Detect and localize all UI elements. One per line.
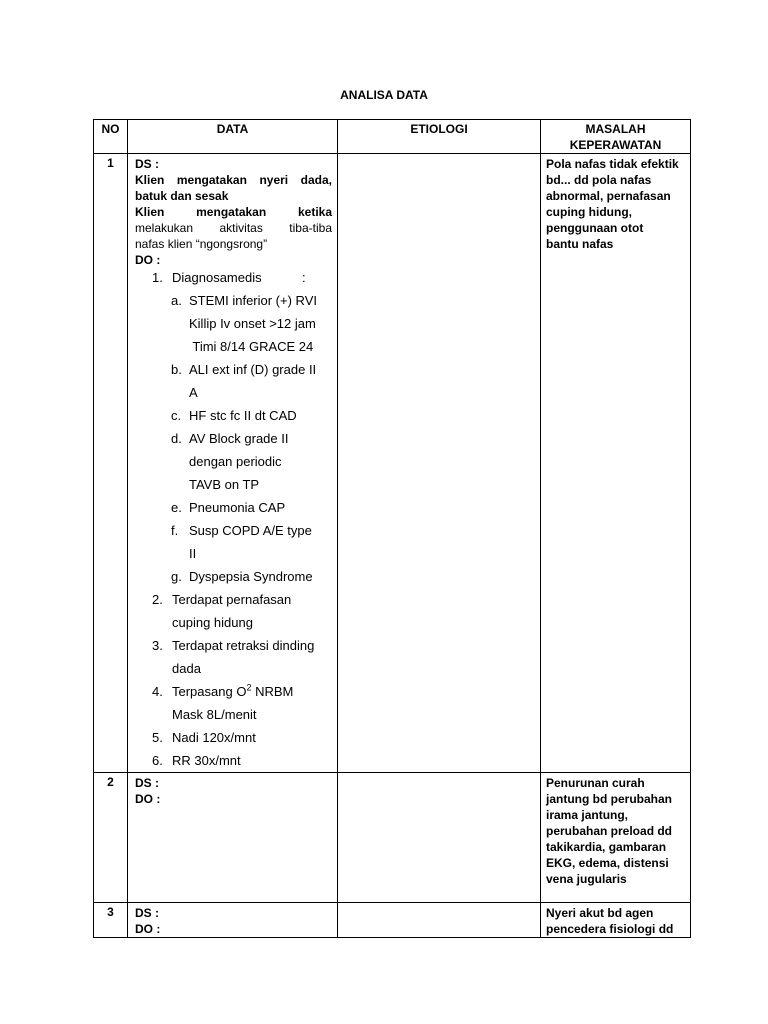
do-label: DO :	[135, 922, 161, 936]
analysis-table	[93, 119, 691, 938]
list-text: Killip Iv onset >12 jam	[189, 316, 316, 331]
masalah-cell	[541, 154, 691, 773]
list-item	[135, 496, 332, 519]
list-item	[135, 749, 332, 772]
list-text: Timi 8/14 GRACE 24	[189, 339, 314, 354]
masalah-text: Pola nafas tidak efektik	[546, 157, 679, 171]
ds-text: nafas klien “ngongsrong”	[135, 237, 268, 251]
list-item	[135, 404, 332, 427]
masalah-text: vena jugularis	[546, 872, 627, 886]
list-text: cuping hidung	[172, 615, 253, 630]
list-text: NRBM	[251, 684, 294, 699]
etiologi-cell	[338, 773, 541, 903]
list-text: 2	[246, 682, 252, 693]
list-letter: g.	[171, 569, 182, 584]
list-letter: d.	[171, 431, 182, 446]
list-item	[135, 680, 332, 703]
ds-text: Klien mengatakan ketika	[135, 205, 332, 219]
header-masalah-line1: MASALAH	[585, 122, 646, 136]
list-item	[135, 565, 332, 588]
header-masalah-line2: KEPERAWATAN	[569, 138, 662, 152]
list-letter: e.	[171, 500, 182, 515]
list-number: 4.	[152, 684, 163, 699]
row-number: 1	[94, 154, 128, 773]
list-text: Mask 8L/menit	[172, 707, 257, 722]
table-row	[94, 773, 691, 903]
table-header-row	[94, 120, 691, 154]
ds-text: melakukan aktivitas tiba-tiba	[135, 221, 332, 235]
list-item	[135, 358, 332, 381]
list-number: 5.	[152, 730, 163, 745]
masalah-text: pencedera fisiologi dd	[546, 922, 674, 936]
list-letter: c.	[171, 408, 182, 423]
ds-label: DS :	[135, 906, 159, 920]
do-label: DO :	[135, 253, 161, 267]
list-text: Terdapat retraksi dinding	[172, 638, 315, 653]
etiologi-cell	[338, 903, 541, 938]
list-text: dengan periodic	[189, 454, 282, 469]
list-text: ALI ext inf (D) grade II	[189, 362, 317, 377]
masalah-text: EKG, edema, distensi	[546, 856, 669, 870]
list-text: Pneumonia CAP	[189, 500, 286, 515]
header-masalah	[541, 120, 691, 154]
list-text: STEMI inferior (+) RVI	[189, 293, 317, 308]
list-text: II	[189, 546, 197, 561]
masalah-text: penggunaan otot	[546, 221, 644, 235]
list-item	[135, 427, 332, 450]
list-number: 2.	[152, 592, 163, 607]
masalah-text: abnormal, pernafasan	[546, 189, 671, 203]
ds-text: batuk dan sesak	[135, 189, 229, 203]
ds-label: DS :	[135, 157, 159, 171]
header-no: NO	[94, 120, 128, 154]
list-item	[135, 726, 332, 749]
data-cell	[128, 154, 338, 773]
masalah-text: bantu nafas	[546, 237, 614, 251]
list-text: Terpasang O	[172, 684, 247, 699]
list-letter: b.	[171, 362, 182, 377]
header-etiologi: ETIOLOGI	[338, 120, 541, 154]
do-label: DO :	[135, 792, 161, 806]
ds-text: Klien mengatakan nyeri dada,	[135, 173, 332, 187]
data-cell	[128, 773, 338, 903]
list-number: 1.	[152, 270, 163, 285]
header-data: DATA	[128, 120, 338, 154]
masalah-cell	[541, 903, 691, 938]
list-item	[135, 634, 332, 657]
page-title: ANALISA DATA	[340, 88, 428, 102]
masalah-cell	[541, 773, 691, 903]
list-text: Dyspepsia Syndrome	[189, 569, 313, 584]
ds-label: DS :	[135, 776, 159, 790]
data-cell	[128, 903, 338, 938]
masalah-text: bd... dd pola nafas	[546, 173, 652, 187]
list-item	[135, 519, 332, 542]
row-number: 2	[94, 773, 128, 903]
list-item	[135, 289, 332, 312]
masalah-text: jantung bd perubahan	[546, 792, 672, 806]
list-item	[135, 266, 332, 289]
table-row	[94, 154, 691, 773]
list-text: TAVB on TP	[189, 477, 260, 492]
list-letter: f.	[171, 523, 179, 538]
list-text: Diagnosamedis	[172, 270, 262, 285]
list-text: AV Block grade II	[189, 431, 289, 446]
table-row	[94, 903, 691, 938]
list-number: 6.	[152, 753, 163, 768]
list-text: Terdapat pernafasan	[172, 592, 292, 607]
list-text: RR 30x/mnt	[172, 753, 241, 768]
list-text: dada	[172, 661, 201, 676]
masalah-text: irama jantung,	[546, 808, 629, 822]
list-item	[135, 588, 332, 611]
masalah-text: takikardia, gambaran	[546, 840, 667, 854]
list-text: HF stc fc II dt CAD	[189, 408, 297, 423]
list-text: Susp COPD A/E type	[189, 523, 312, 538]
etiologi-cell	[338, 154, 541, 773]
list-text: A	[189, 385, 198, 400]
list-letter: a.	[171, 293, 182, 308]
masalah-text: cuping hidung,	[546, 205, 632, 219]
masalah-text: Penurunan curah	[546, 776, 645, 790]
list-number: 3.	[152, 638, 163, 653]
masalah-text: perubahan preload dd	[546, 824, 673, 838]
row-number: 3	[94, 903, 128, 938]
masalah-text: Nyeri akut bd agen	[546, 906, 654, 920]
list-text: :	[302, 270, 306, 285]
list-text: Nadi 120x/mnt	[172, 730, 256, 745]
